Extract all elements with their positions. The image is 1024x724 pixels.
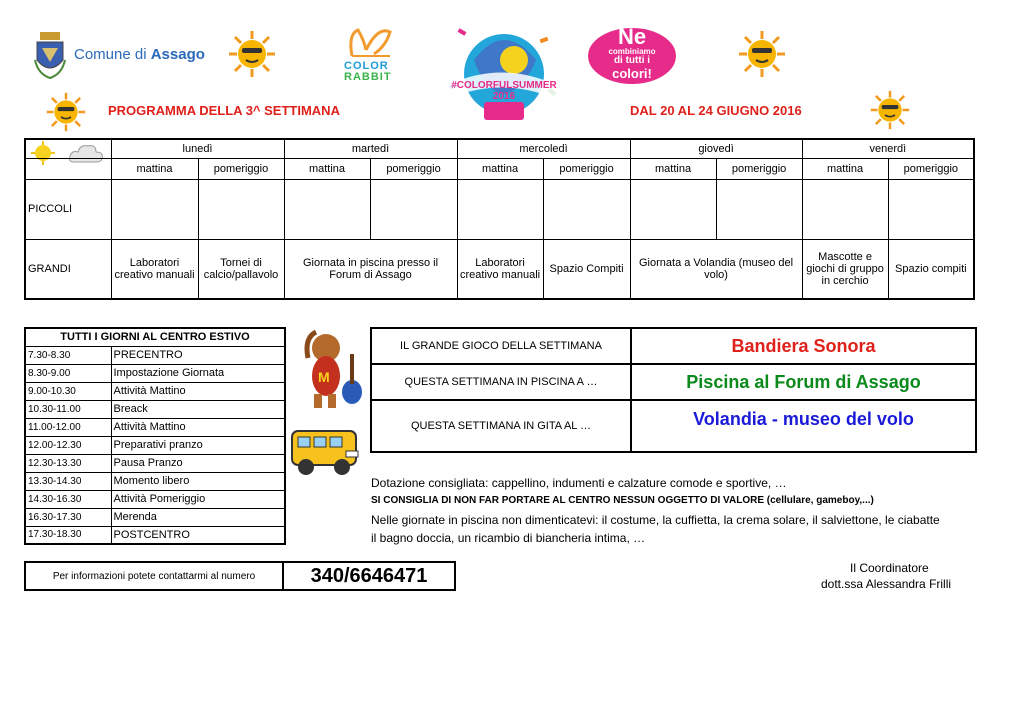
schedule-cell <box>888 179 974 239</box>
schedule-cell: Laboratori creativo manuali <box>457 239 543 299</box>
highlight-label: IL GRANDE GIOCO DELLA SETTIMANA <box>371 328 631 364</box>
timetable-time: 8.30-9.00 <box>25 364 111 382</box>
period-header: mattina <box>284 158 370 179</box>
contact-label: Per informazioni potete contattarmi al numero <box>26 563 284 589</box>
schedule-cell <box>457 179 543 239</box>
highlight-row <box>371 364 976 400</box>
colorful-summer-text: #COLORFULSUMMER 2016 <box>451 80 557 102</box>
timetable-activity: Attività Mattino <box>111 418 285 436</box>
timetable-row <box>25 400 285 418</box>
day-header: martedì <box>284 139 457 158</box>
ne-logo-line1: combiniamo <box>608 47 656 56</box>
empty-corner <box>25 158 111 179</box>
timetable-time: 14.30-16.30 <box>25 490 111 508</box>
ne-logo-line2: di tutti i <box>613 55 651 66</box>
schedule-cell <box>543 179 630 239</box>
svg-text:M: M <box>318 369 330 385</box>
color-rabbit-logo <box>338 26 406 84</box>
period-header-row <box>25 158 974 179</box>
timetable-time: 9.00-10.30 <box>25 382 111 400</box>
period-header: pomeriggio <box>716 158 802 179</box>
color-rabbit-line2: RABBIT <box>344 71 392 83</box>
contact-box <box>24 561 456 591</box>
highlight-row <box>371 328 976 364</box>
timetable-time: 12.00-12.30 <box>25 436 111 454</box>
weekly-schedule-table <box>24 138 975 300</box>
timetable-time: 11.00-12.00 <box>25 418 111 436</box>
ne-logo-line3: colori! <box>612 66 652 81</box>
day-header: lunedì <box>111 139 284 158</box>
period-header: mattina <box>630 158 716 179</box>
programma-title: PROGRAMMA DELLA 3^ SETTIMANA <box>108 103 340 118</box>
schedule-cell: Tornei di calcio/pallavolo <box>198 239 284 299</box>
note-line: il bagno doccia, un ricambio di biancheria intima, … <box>371 531 646 545</box>
day-header-row <box>25 139 974 158</box>
comune-logo <box>34 30 205 82</box>
timetable-title-row <box>25 328 285 346</box>
period-header: mattina <box>111 158 198 179</box>
piccoli-row <box>25 179 974 239</box>
school-bus-icon <box>288 423 364 479</box>
daily-timetable <box>24 327 286 545</box>
timetable-time: 17.30-18.30 <box>25 526 111 544</box>
coordinator-role: Il Coordinatore <box>850 561 929 575</box>
highlight-label: QUESTA SETTIMANA IN GITA AL … <box>371 400 631 452</box>
highlight-value: Volandia - museo del volo <box>631 400 976 452</box>
timetable-activity: Momento libero <box>111 472 285 490</box>
schedule-cell: Laboratori creativo manuali <box>111 239 198 299</box>
ne-combiniamo-logo <box>586 22 678 86</box>
note-line: Nelle giornate in piscina non dimenticatevi: il costume, la cuffietta, la crema solare, il salviettone, le ciabatte <box>371 513 940 527</box>
period-header: pomeriggio <box>198 158 284 179</box>
timetable-time: 12.30-13.30 <box>25 454 111 472</box>
day-header: venerdì <box>802 139 974 158</box>
timetable-activity: Pausa Pranzo <box>111 454 285 472</box>
highlights-table <box>370 327 977 453</box>
grandi-row <box>25 239 974 299</box>
timetable-row <box>25 436 285 454</box>
timetable-activity: PRECENTRO <box>111 346 285 364</box>
timetable-row <box>25 382 285 400</box>
period-header: mattina <box>457 158 543 179</box>
color-rabbit-line1: COLOR <box>344 60 389 72</box>
schedule-cell: Spazio compiti <box>888 239 974 299</box>
timetable-time: 16.30-17.30 <box>25 508 111 526</box>
timetable-row <box>25 418 285 436</box>
rabbit-icon <box>342 26 402 60</box>
note-warning: SI CONSIGLIA DI NON FAR PORTARE AL CENTRO NESSUN OGGETTO DI VALORE (cellulare, gameboy,...) <box>371 495 874 506</box>
timetable-row <box>25 490 285 508</box>
sun-icon <box>46 92 86 132</box>
empty-corner <box>25 139 111 158</box>
day-header: mercoledì <box>457 139 630 158</box>
highlight-value: Bandiera Sonora <box>631 328 976 364</box>
timetable-row <box>25 454 285 472</box>
sun-icon <box>228 30 276 78</box>
timetable-row <box>25 508 285 526</box>
squirrel-guitar-icon <box>304 328 368 412</box>
schedule-cell <box>111 179 198 239</box>
row-label-grandi: GRANDI <box>25 239 111 299</box>
day-header: giovedì <box>630 139 802 158</box>
comune-prefix: Comune di <box>74 46 151 63</box>
schedule-cell: Giornata a Volandia (museo del volo) <box>630 239 802 299</box>
row-label-piccoli: PICCOLI <box>25 179 111 239</box>
period-header: pomeriggio <box>888 158 974 179</box>
sun-icon <box>738 30 786 78</box>
timetable-activity: Impostazione Giornata <box>111 364 285 382</box>
highlight-label: QUESTA SETTIMANA IN PISCINA A … <box>371 364 631 400</box>
schedule-cell: Giornata in piscina presso il Forum di Assago <box>284 239 457 299</box>
schedule-cell <box>198 179 284 239</box>
timetable-time: 13.30-14.30 <box>25 472 111 490</box>
schedule-cell <box>802 179 888 239</box>
timetable-time: 7.30-8.30 <box>25 346 111 364</box>
timetable-activity: Preparativi pranzo <box>111 436 285 454</box>
colorful-summer-icon <box>444 20 564 128</box>
schedule-cell: Mascotte e giochi di gruppo in cerchio <box>802 239 888 299</box>
note-line: Dotazione consigliata: cappellino, indumenti e calzature comode e sportive, … <box>371 476 787 490</box>
timetable-activity: POSTCENTRO <box>111 526 285 544</box>
schedule-cell: Spazio Compiti <box>543 239 630 299</box>
timetable-activity: Attività Pomeriggio <box>111 490 285 508</box>
dates-title: DAL 20 AL 24 GIUGNO 2016 <box>630 103 802 118</box>
period-header: mattina <box>802 158 888 179</box>
timetable-time: 10.30-11.00 <box>25 400 111 418</box>
timetable-title: TUTTI I GIORNI AL CENTRO ESTIVO <box>25 328 285 346</box>
period-header: pomeriggio <box>370 158 457 179</box>
phone-number: 340/6646471 <box>310 564 428 587</box>
schedule-cell <box>630 179 716 239</box>
schedule-cell <box>284 179 370 239</box>
colorful-summer-logo <box>444 20 564 128</box>
schedule-cell <box>370 179 457 239</box>
comune-name: Assago <box>150 46 205 63</box>
ne-logo-ne: Ne <box>618 24 647 49</box>
coordinator-name: dott.ssa Alessandra Frilli <box>821 577 952 591</box>
timetable-activity: Attività Mattino <box>111 382 285 400</box>
timetable-activity: Merenda <box>111 508 285 526</box>
coat-of-arms-icon <box>34 30 66 80</box>
sun-icon <box>870 90 910 130</box>
schedule-cell <box>716 179 802 239</box>
timetable-row <box>25 472 285 490</box>
timetable-row <box>25 346 285 364</box>
timetable-row <box>25 364 285 382</box>
highlight-row <box>371 400 976 452</box>
highlight-value: Piscina al Forum di Assago <box>631 364 976 400</box>
timetable-activity: Breack <box>111 400 285 418</box>
timetable-row <box>25 526 285 544</box>
period-header: pomeriggio <box>543 158 630 179</box>
